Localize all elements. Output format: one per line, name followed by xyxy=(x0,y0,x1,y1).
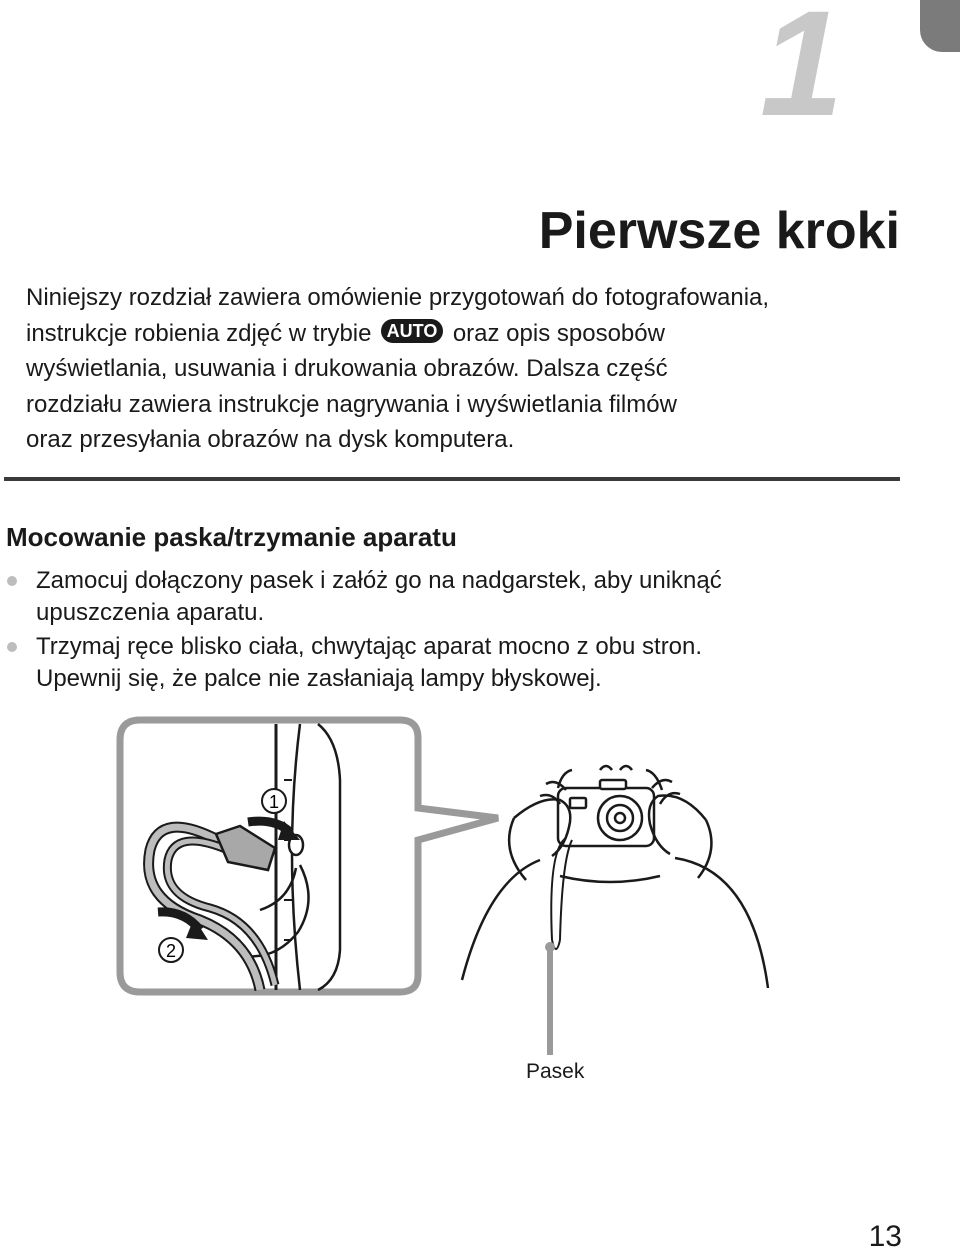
intro-paragraph xyxy=(26,280,906,458)
instruction-list xyxy=(0,565,900,697)
bullet-dot-icon xyxy=(7,642,17,652)
intro-line-3: wyświetlania, usuwania i drukowania obrazów. Dalsza część xyxy=(26,355,668,382)
page-number: 13 xyxy=(868,1220,902,1253)
intro-line-1: Niniejszy rozdział zawiera omówienie przygotowań do fotografowania, xyxy=(26,284,770,311)
intro-line-2-start: instrukcje robienia zdjęć w trybie xyxy=(26,319,372,347)
auto-mode-icon xyxy=(380,318,444,344)
intro-line-5: oraz przesyłania obrazów na dysk komputera. xyxy=(26,426,515,453)
strap-callout xyxy=(545,942,555,1055)
strap-attach-illustration xyxy=(120,720,498,992)
section-heading: Mocowanie paska/trzymanie aparatu xyxy=(6,522,457,552)
chapter-number: 1 xyxy=(760,0,840,147)
svg-text:AUTO: AUTO xyxy=(386,320,438,341)
step-2-marker: 2 xyxy=(165,941,177,961)
intro-line-2-end: oraz opis sposobów xyxy=(452,319,665,347)
strap-label: Pasek xyxy=(526,1060,585,1083)
bullet-text-line: Trzymaj ręce blisko ciała, chwytając aparat mocno z obu stron. xyxy=(36,633,703,660)
bullet-dot-icon xyxy=(7,576,17,586)
page-title: Pierwsze kroki xyxy=(538,202,900,260)
person-holding-camera-illustration xyxy=(462,766,768,988)
bullet-text-line: upuszczenia aparatu. xyxy=(36,599,265,626)
chapter-tab xyxy=(920,0,960,52)
step-1-marker: 1 xyxy=(268,792,280,812)
list-item xyxy=(0,631,900,695)
list-item xyxy=(0,565,900,629)
bullet-text-line: Upewnij się, że palce nie zasłaniają lampy błyskowej. xyxy=(36,665,602,692)
bullet-text-line: Zamocuj dołączony pasek i załóż go na nadgarstek, aby uniknąć xyxy=(36,567,722,594)
section-divider xyxy=(4,477,900,481)
illustration xyxy=(0,700,960,1100)
intro-line-4: rozdziału zawiera instrukcje nagrywania i wyświetlania filmów xyxy=(26,390,677,418)
